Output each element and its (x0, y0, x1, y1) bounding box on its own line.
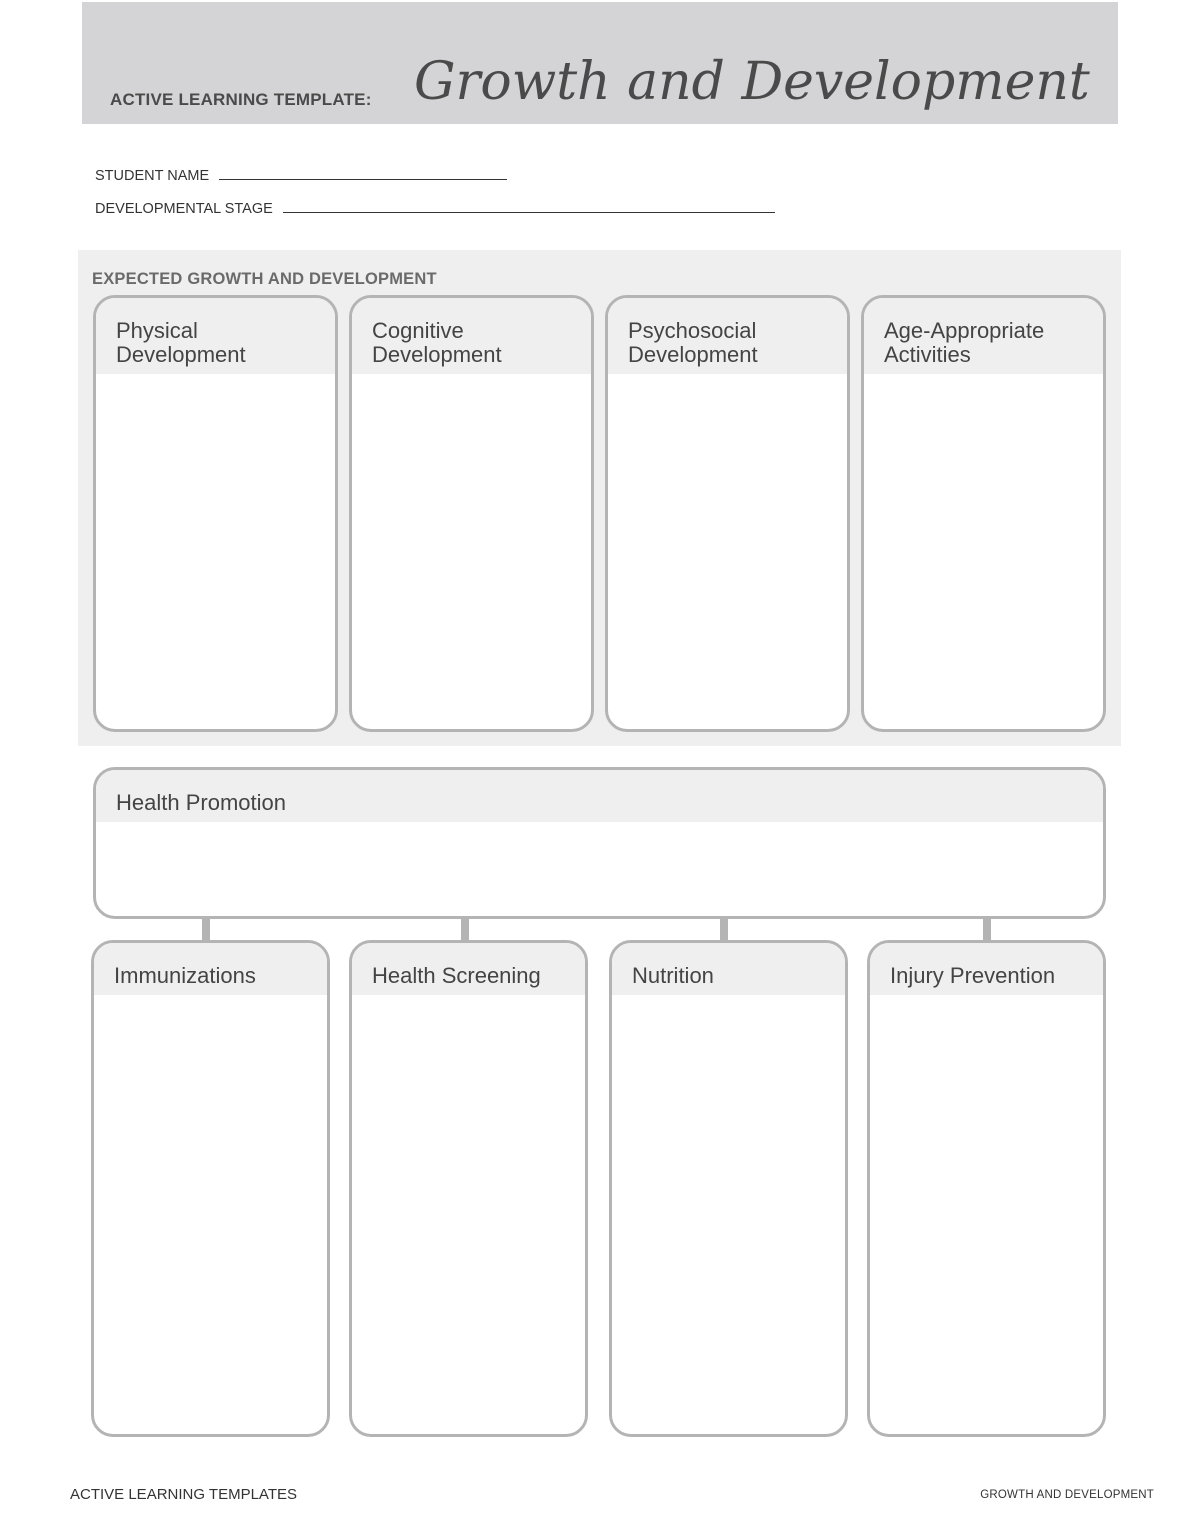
card-title-line1: Age-Appropriate (884, 318, 1045, 343)
card-header (608, 298, 847, 374)
connector-line (720, 918, 728, 942)
expected-growth-heading: EXPECTED GROWTH AND DEVELOPMENT (92, 270, 437, 288)
connector-line (202, 918, 210, 942)
footer-left-text: ACTIVE LEARNING TEMPLATES (70, 1486, 297, 1503)
immunizations-box[interactable] (91, 940, 330, 1437)
footer-right-text: GROWTH AND DEVELOPMENT (980, 1489, 1154, 1501)
connector-line (983, 918, 991, 942)
nutrition-box[interactable] (609, 940, 848, 1437)
developmental-stage-field[interactable] (95, 200, 775, 217)
card-title-line2: Development (628, 342, 758, 367)
header-band (82, 2, 1118, 124)
student-name-label: STUDENT NAME (95, 168, 210, 184)
student-name-blank[interactable] (219, 167, 507, 180)
developmental-stage-blank[interactable] (283, 200, 775, 213)
health-promotion-box[interactable] (93, 767, 1106, 919)
nutrition-title: Nutrition (632, 963, 714, 988)
connector-line (461, 918, 469, 942)
student-name-field[interactable] (95, 167, 507, 184)
card-title-line2: Development (116, 342, 246, 367)
psychosocial-development-box[interactable] (605, 295, 850, 732)
template-label: ACTIVE LEARNING TEMPLATE: (110, 90, 372, 109)
card-title-line1: Physical (116, 318, 198, 343)
card-header (94, 943, 327, 995)
developmental-stage-label: DEVELOPMENTAL STAGE (95, 201, 273, 217)
card-header (864, 298, 1103, 374)
page-title: Growth and Development (414, 52, 1090, 112)
injury-prevention-title: Injury Prevention (890, 963, 1056, 988)
card-title-line2: Development (372, 342, 502, 367)
health-screening-box[interactable] (349, 940, 588, 1437)
card-title-line1: Psychosocial (628, 318, 757, 343)
card-header (96, 298, 335, 374)
age-appropriate-activities-box[interactable] (861, 295, 1106, 732)
health-promotion-title: Health Promotion (116, 790, 286, 815)
health-screening-title: Health Screening (372, 963, 541, 988)
card-header (612, 943, 845, 995)
immunizations-title: Immunizations (114, 963, 256, 988)
cognitive-development-box[interactable] (349, 295, 594, 732)
card-title-line1: Cognitive (372, 318, 464, 343)
card-header (352, 943, 585, 995)
card-title-line2: Activities (884, 342, 971, 367)
injury-prevention-box[interactable] (867, 940, 1106, 1437)
physical-development-box[interactable] (93, 295, 338, 732)
card-header (352, 298, 591, 374)
card-header (96, 770, 1103, 822)
card-header (870, 943, 1103, 995)
